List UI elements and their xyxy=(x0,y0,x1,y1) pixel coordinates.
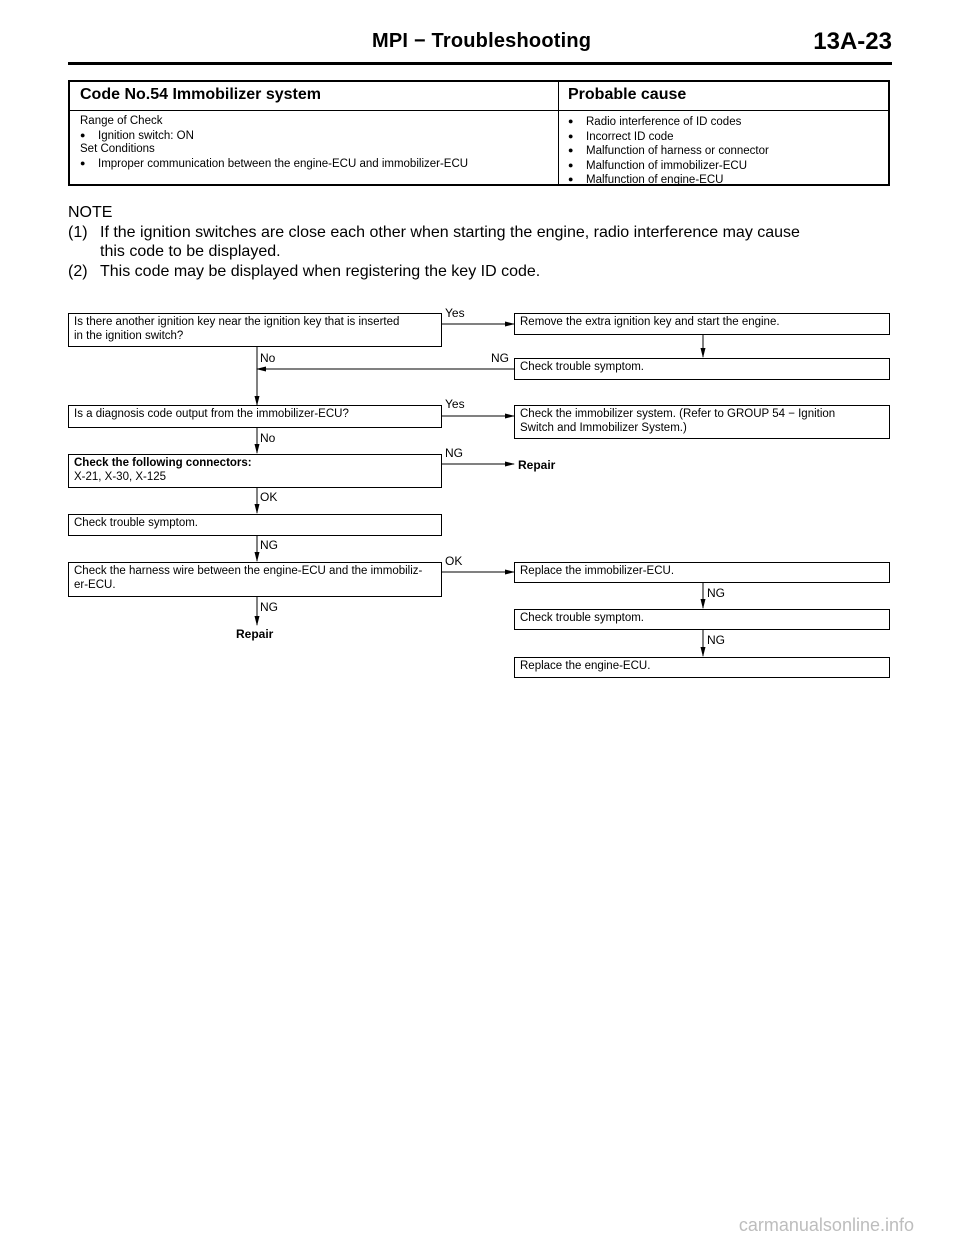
note-item-number: (1) xyxy=(68,223,88,241)
table-text: Radio interference of ID codes xyxy=(586,116,742,128)
table-text: Malfunction of engine-ECU xyxy=(586,174,724,186)
note-item-text: This code may be displayed when registering the key ID code. xyxy=(100,262,541,280)
ng-label: NG xyxy=(707,586,725,600)
repair-label: Repair xyxy=(518,458,556,472)
repair-label: Repair xyxy=(236,627,274,641)
check-harness-wire-box xyxy=(68,562,442,597)
table-text: Malfunction of harness or connector xyxy=(586,145,769,157)
bullet-icon: ● xyxy=(568,116,574,126)
ng-label: NG xyxy=(260,600,278,614)
note-item-continuation: this code to be displayed. xyxy=(100,243,281,260)
box-title: Check the following connectors: xyxy=(74,457,252,469)
ok-label: OK xyxy=(445,554,463,568)
table-heading-code: Code No.54 Immobilizer system xyxy=(80,86,321,103)
check-connectors-box xyxy=(68,454,442,488)
table-heading-cause: Probable cause xyxy=(568,86,687,103)
table-text: Set Conditions xyxy=(80,143,155,155)
yes-label: Yes xyxy=(445,397,465,411)
replace-immobilizer-ecu-box: Replace the immobilizer-ECU. xyxy=(514,562,890,583)
ng-label: NG xyxy=(260,538,278,552)
table-text: Ignition switch: ON xyxy=(98,129,194,142)
note-item-text: If the ignition switches are close each other when starting the engine, radio interference may cause xyxy=(100,223,800,241)
bullet-icon: ● xyxy=(568,130,574,141)
box-text: Is there another ignition key near the ignition key that is inserted xyxy=(74,316,400,328)
bullet-icon: ● xyxy=(80,129,86,140)
ok-label: OK xyxy=(260,490,278,504)
check-trouble-symptom-box: Check trouble symptom. xyxy=(514,609,890,630)
no-label: No xyxy=(260,351,276,365)
box-text: in the ignition switch? xyxy=(74,329,184,342)
ng-label: NG xyxy=(491,351,509,365)
check-trouble-symptom-box: Check trouble symptom. xyxy=(68,514,442,536)
bullet-icon: ● xyxy=(80,157,86,168)
site-watermark: carmanualsonline.info xyxy=(738,1215,914,1235)
bullet-icon: ● xyxy=(568,159,574,170)
box-text: Check the immobilizer system. (Refer to GROUP 54 − Ignition xyxy=(520,408,836,420)
box-text: Switch and Immobilizer System.) xyxy=(520,421,687,434)
page-title: MPI − Troubleshooting xyxy=(372,30,592,52)
replace-engine-ecu-box: Replace the engine-ECU. xyxy=(514,657,890,678)
note-heading: NOTE xyxy=(68,204,113,221)
table-text: Malfunction of immobilizer-ECU xyxy=(586,159,748,172)
question-extra-ignition-key-box xyxy=(68,313,442,347)
note-item-number: (2) xyxy=(68,262,88,280)
table-text: Incorrect ID code xyxy=(586,130,674,143)
page-number: 13A-23 xyxy=(813,28,892,55)
table-text: Range of Check xyxy=(80,115,163,127)
box-text: Check the harness wire between the engine-ECU and the immobiliz- xyxy=(74,565,423,577)
ng-label: NG xyxy=(445,446,463,460)
check-immobilizer-system-box xyxy=(514,405,890,439)
box-text: er-ECU. xyxy=(74,578,116,591)
table-text: Improper communication between the engine-ECU and immobilizer-ECU xyxy=(98,157,469,170)
remove-extra-key-box: Remove the extra ignition key and start the engine. xyxy=(514,313,890,335)
check-trouble-symptom-box: Check trouble symptom. xyxy=(514,358,890,380)
question-diagnosis-code-box: Is a diagnosis code output from the immobilizer-ECU? xyxy=(68,405,442,428)
bullet-icon: ● xyxy=(568,145,574,155)
yes-label: Yes xyxy=(445,306,465,320)
ng-label: NG xyxy=(707,633,725,647)
box-text: X-21, X-30, X-125 xyxy=(74,470,167,483)
bullet-icon: ● xyxy=(568,174,574,184)
no-label: No xyxy=(260,431,276,445)
